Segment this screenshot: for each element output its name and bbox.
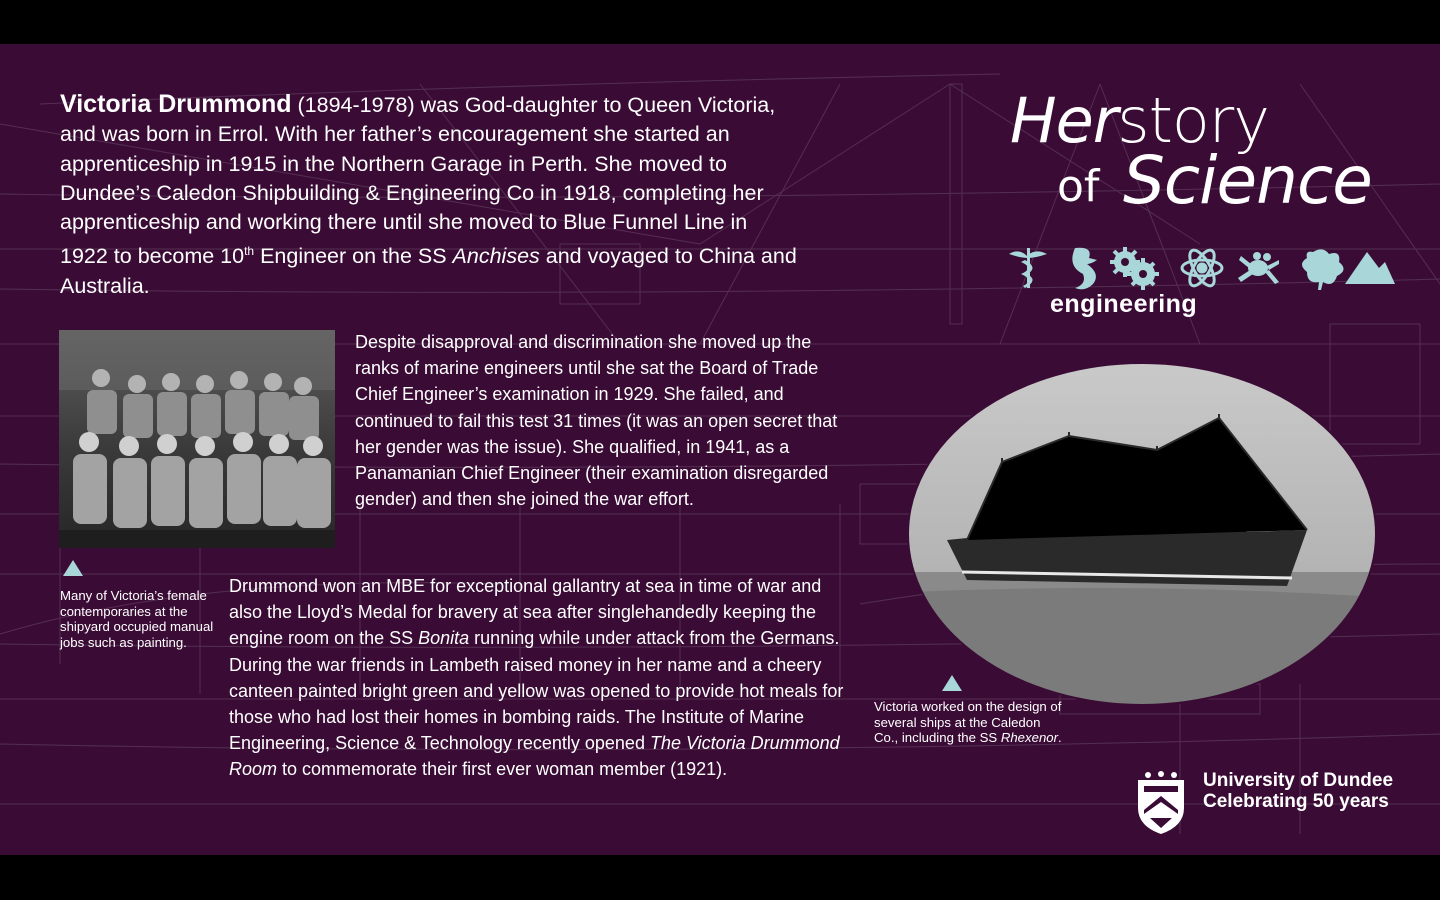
gears-icon (1110, 247, 1159, 290)
intro-text-b: Engineer on the SS (254, 244, 453, 269)
war-text-a: Drummond won an MBE for exceptional gallantry at sea in time of war and also the Lloyd’s Medal for bravery at sea after singlehandedly keeping the engine room on the SS (229, 576, 822, 649)
university-name (1203, 770, 1393, 812)
ship-caption-text-a: Victoria worked on the design of several ships at the Caledon Co., including the SS (874, 699, 1062, 746)
title-her: Her (1010, 84, 1118, 157)
war-paragraph (229, 573, 849, 783)
title-science: Science (1123, 142, 1372, 219)
atom-icon (1182, 247, 1222, 290)
photo-caption-workers: Many of Victoria’s female contemporaries at the shipyard occupied manual jobs such as painting. (60, 588, 214, 651)
intro-paragraph (60, 90, 800, 301)
mountain-icon (1345, 252, 1395, 284)
caduceus-icon (1009, 248, 1047, 288)
ship-caption (874, 699, 1064, 746)
caption-pointer-triangle (63, 560, 83, 576)
university-line2: Celebrating 50 years (1203, 791, 1389, 812)
subject-dates: (1894-1978) (291, 93, 415, 117)
title-of: of (1057, 161, 1100, 212)
discipline-icons (1005, 244, 1395, 292)
ship-name-rhexenor: Rhexenor (1000, 730, 1059, 746)
frog-icon (1238, 252, 1279, 284)
university-line1: University of Dundee (1203, 770, 1394, 791)
title-story: story (1117, 84, 1269, 157)
caption-pointer-triangle (942, 675, 962, 691)
subject-name: Victoria Drummond (60, 90, 292, 118)
discipline-label: engineering (1050, 290, 1198, 318)
war-text-c: to commemorate their first ever woman member (1921). (277, 759, 728, 780)
letterbox-top (0, 0, 1440, 44)
seahorse-icon (1072, 248, 1097, 290)
ship-caption-text-b: . (1058, 730, 1062, 746)
ship-name-anchises: Anchises (452, 244, 540, 269)
intro-text-c: and voyaged to China and Australia. (60, 244, 797, 298)
letterbox-bottom (0, 855, 1440, 900)
ordinal-suffix: th (244, 244, 255, 259)
poster (0, 44, 1440, 855)
leaf-icon (1302, 249, 1344, 290)
ship-photo (907, 362, 1377, 706)
ship-name-bonita: Bonita (418, 628, 470, 649)
war-text-b: running while under attack from the Germans. During the war friends in Lambeth raised money in her name and a cheery canteen painted bright green and yellow was opened to provide hot meals for those who had lost their homes in bombing raids. The Institute of Marine Engineering, Science & Technology recently opened (229, 628, 844, 754)
shipyard-women-photo (59, 330, 335, 548)
university-crest-logo (1136, 770, 1186, 836)
room-name: The Victoria Drummond Room (229, 733, 840, 780)
intro-text-a: was God-daughter to Queen Victoria, and was born in Errol. With her father’s encouragement she started an apprenticeship in 1915 in the Northern Garage in Perth. She moved to Dundee’s Caledon Shipbuilding & Engineering Co in 1918, completing her apprenticeship and working there until she moved to Blue Funnel Line in 1922 to become 10 (60, 93, 776, 269)
series-title (1005, 84, 1405, 219)
exam-paragraph: Despite disapproval and discrimination she moved up the ranks of marine engineers until she sat the Board of Trade Chief Engineer’s examination in 1929. She failed, and continued to fail this test 31 times (it was an open secret that her gender was the issue). She qualified, in 1941, as a Panamanian Chief Engineer (their examination disregarded gender) and then she joined the war effort. (355, 332, 838, 510)
